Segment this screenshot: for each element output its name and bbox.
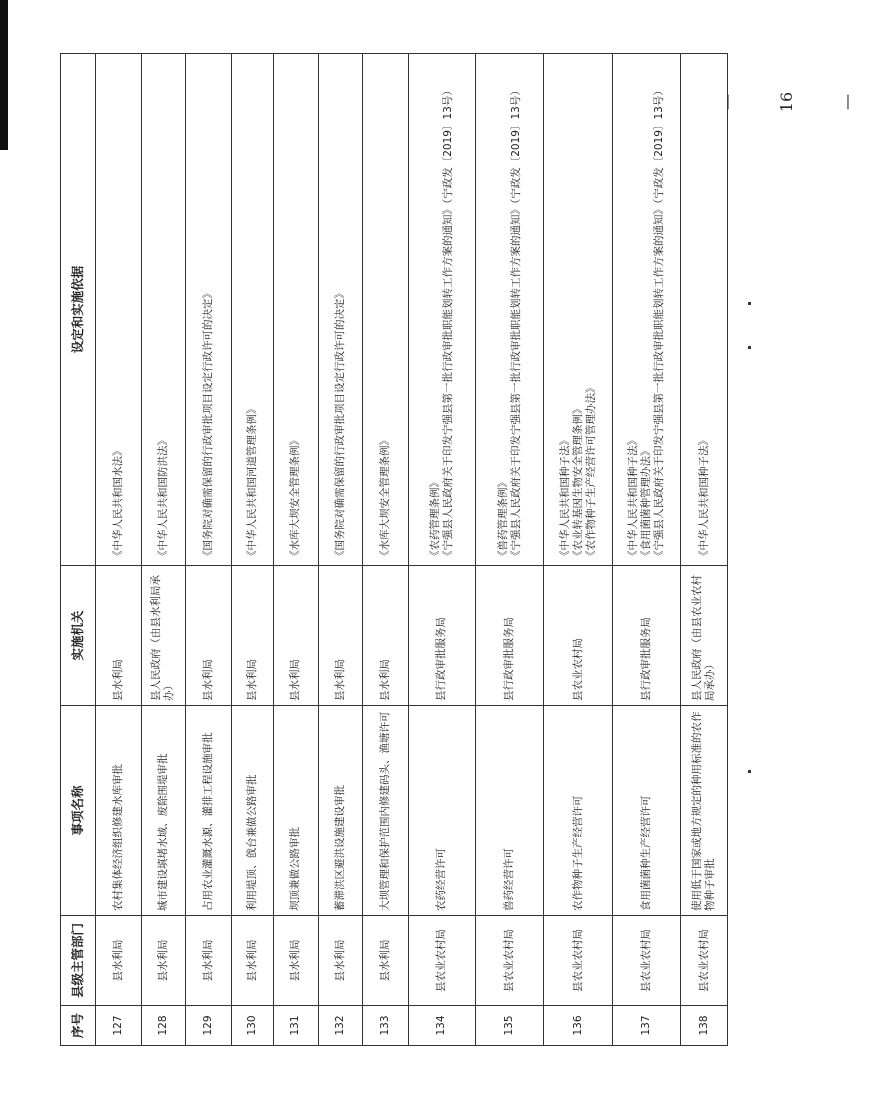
table-header-row xyxy=(61,54,96,1046)
row-number-cell: 134 xyxy=(408,1006,476,1046)
implementing-agency-cell: 县行政审批服务局 xyxy=(408,566,476,706)
department-cell: 县水利局 xyxy=(363,916,409,1006)
department-cell: 县农业农村局 xyxy=(544,916,613,1006)
item-name-cell: 城市建设填堵水域、废除围堤审批 xyxy=(141,706,186,916)
row-number-cell: 133 xyxy=(363,1006,409,1046)
row-number-cell: 137 xyxy=(613,1006,681,1046)
header-cell: 县级主管部门 xyxy=(61,916,96,1006)
department-cell: 县农业农村局 xyxy=(613,916,681,1006)
legal-basis-cell: 《水库大坝安全管理条例》 xyxy=(363,54,409,566)
row-number-cell: 130 xyxy=(231,1006,273,1046)
row-number-cell: 135 xyxy=(476,1006,544,1046)
legal-basis-cell: 《国务院对确需保留的行政审批项目设定行政许可的决定》 xyxy=(318,54,363,566)
item-name-cell: 蓄滞洪区避洪设施建设审批 xyxy=(318,706,363,916)
approval-items-table xyxy=(60,53,728,1046)
implementing-agency-cell: 县人民政府（由县水利局承办） xyxy=(141,566,186,706)
table-row xyxy=(141,54,186,1046)
row-number-cell: 132 xyxy=(318,1006,363,1046)
speck-mark xyxy=(748,770,751,773)
row-number-cell: 136 xyxy=(544,1006,613,1046)
table-row xyxy=(544,54,613,1046)
legal-basis-cell: 《中华人民共和国种子法》 《农业转基因生物安全管理条例》 《农作物种子生产经营许可管理办法》 xyxy=(544,54,613,566)
row-number-cell: 128 xyxy=(141,1006,186,1046)
table-row xyxy=(681,54,728,1046)
legal-basis-cell: 《水库大坝安全管理条例》 xyxy=(274,54,319,566)
item-name-cell: 农作物种子生产经营许可 xyxy=(544,706,613,916)
department-cell: 县水利局 xyxy=(274,916,319,1006)
table-row xyxy=(231,54,273,1046)
row-number-cell: 131 xyxy=(274,1006,319,1046)
department-cell: 县农业农村局 xyxy=(681,916,728,1006)
item-name-cell: 兽药经营许可 xyxy=(476,706,544,916)
table-row xyxy=(96,54,142,1046)
rotated-table-container xyxy=(60,54,728,1046)
implementing-agency-cell: 县水利局 xyxy=(363,566,409,706)
header-cell: 序号 xyxy=(61,1006,96,1046)
header-cell: 设定和实施依据 xyxy=(61,54,96,566)
item-name-cell: 占用农业灌溉水源、灌排工程设施审批 xyxy=(186,706,232,916)
speck-mark xyxy=(748,346,751,349)
row-number-cell: 127 xyxy=(96,1006,142,1046)
implementing-agency-cell: 县水利局 xyxy=(231,566,273,706)
implementing-agency-cell: 县水利局 xyxy=(186,566,232,706)
table-row xyxy=(408,54,476,1046)
item-name-cell: 农药经营许可 xyxy=(408,706,476,916)
item-name-cell: 农村集体经济组织修建水库审批 xyxy=(96,706,142,916)
legal-basis-cell: 《农药管理条例》 《宁强县人民政府关于印发宁强县第一批行政审批职能划转工作方案的通知》（宁政发〔2019〕13号） xyxy=(408,54,476,566)
department-cell: 县水利局 xyxy=(141,916,186,1006)
department-cell: 县水利局 xyxy=(186,916,232,1006)
item-name-cell: 大坝管理和保护范围内修建码头、渔塘许可 xyxy=(363,706,409,916)
implementing-agency-cell: 县水利局 xyxy=(318,566,363,706)
header-cell: 事项名称 xyxy=(61,706,96,916)
department-cell: 县农业农村局 xyxy=(476,916,544,1006)
department-cell: 县水利局 xyxy=(318,916,363,1006)
table-row xyxy=(363,54,409,1046)
page-number: — 16 — xyxy=(717,91,856,113)
department-cell: 县农业农村局 xyxy=(408,916,476,1006)
row-number-cell: 138 xyxy=(681,1006,728,1046)
legal-basis-cell: 《兽药管理条例》 《宁强县人民政府关于印发宁强县第一批行政审批职能划转工作方案的通知》（宁政发〔2019〕13号） xyxy=(476,54,544,566)
implementing-agency-cell: 县行政审批服务局 xyxy=(476,566,544,706)
legal-basis-cell: 《中华人民共和国种子法》 xyxy=(681,54,728,566)
item-name-cell: 食用菌菌种生产经营许可 xyxy=(613,706,681,916)
implementing-agency-cell: 县水利局 xyxy=(96,566,142,706)
legal-basis-cell: 《中华人民共和国防洪法》 xyxy=(141,54,186,566)
legal-basis-cell: 《中华人民共和国种子法》 《食用菌菌种管理办法》 《宁强县人民政府关于印发宁强县第一批行政审批职能划转工作方案的通知》（宁政发〔2019〕13号） xyxy=(613,54,681,566)
department-cell: 县水利局 xyxy=(96,916,142,1006)
item-name-cell: 利用堤顶、戗台兼做公路审批 xyxy=(231,706,273,916)
legal-basis-cell: 《中华人民共和国水法》 xyxy=(96,54,142,566)
scan-edge-mark xyxy=(0,0,8,150)
item-name-cell: 使用低于国家或地方规定的种用标准的农作物种子审批 xyxy=(681,706,728,916)
speck-mark xyxy=(748,302,751,305)
table-row xyxy=(476,54,544,1046)
row-number-cell: 129 xyxy=(186,1006,232,1046)
implementing-agency-cell: 县人民政府（由县农业农村局承办） xyxy=(681,566,728,706)
table-row xyxy=(318,54,363,1046)
implementing-agency-cell: 县农业农村局 xyxy=(544,566,613,706)
implementing-agency-cell: 县水利局 xyxy=(274,566,319,706)
legal-basis-cell: 《中华人民共和国河道管理条例》 xyxy=(231,54,273,566)
department-cell: 县水利局 xyxy=(231,916,273,1006)
implementing-agency-cell: 县行政审批服务局 xyxy=(613,566,681,706)
item-name-cell: 坝顶兼做公路审批 xyxy=(274,706,319,916)
header-cell: 实施机关 xyxy=(61,566,96,706)
table-row xyxy=(186,54,232,1046)
table-row xyxy=(274,54,319,1046)
legal-basis-cell: 《国务院对确需保留的行政审批项目设定行政许可的决定》 xyxy=(186,54,232,566)
table-row xyxy=(613,54,681,1046)
